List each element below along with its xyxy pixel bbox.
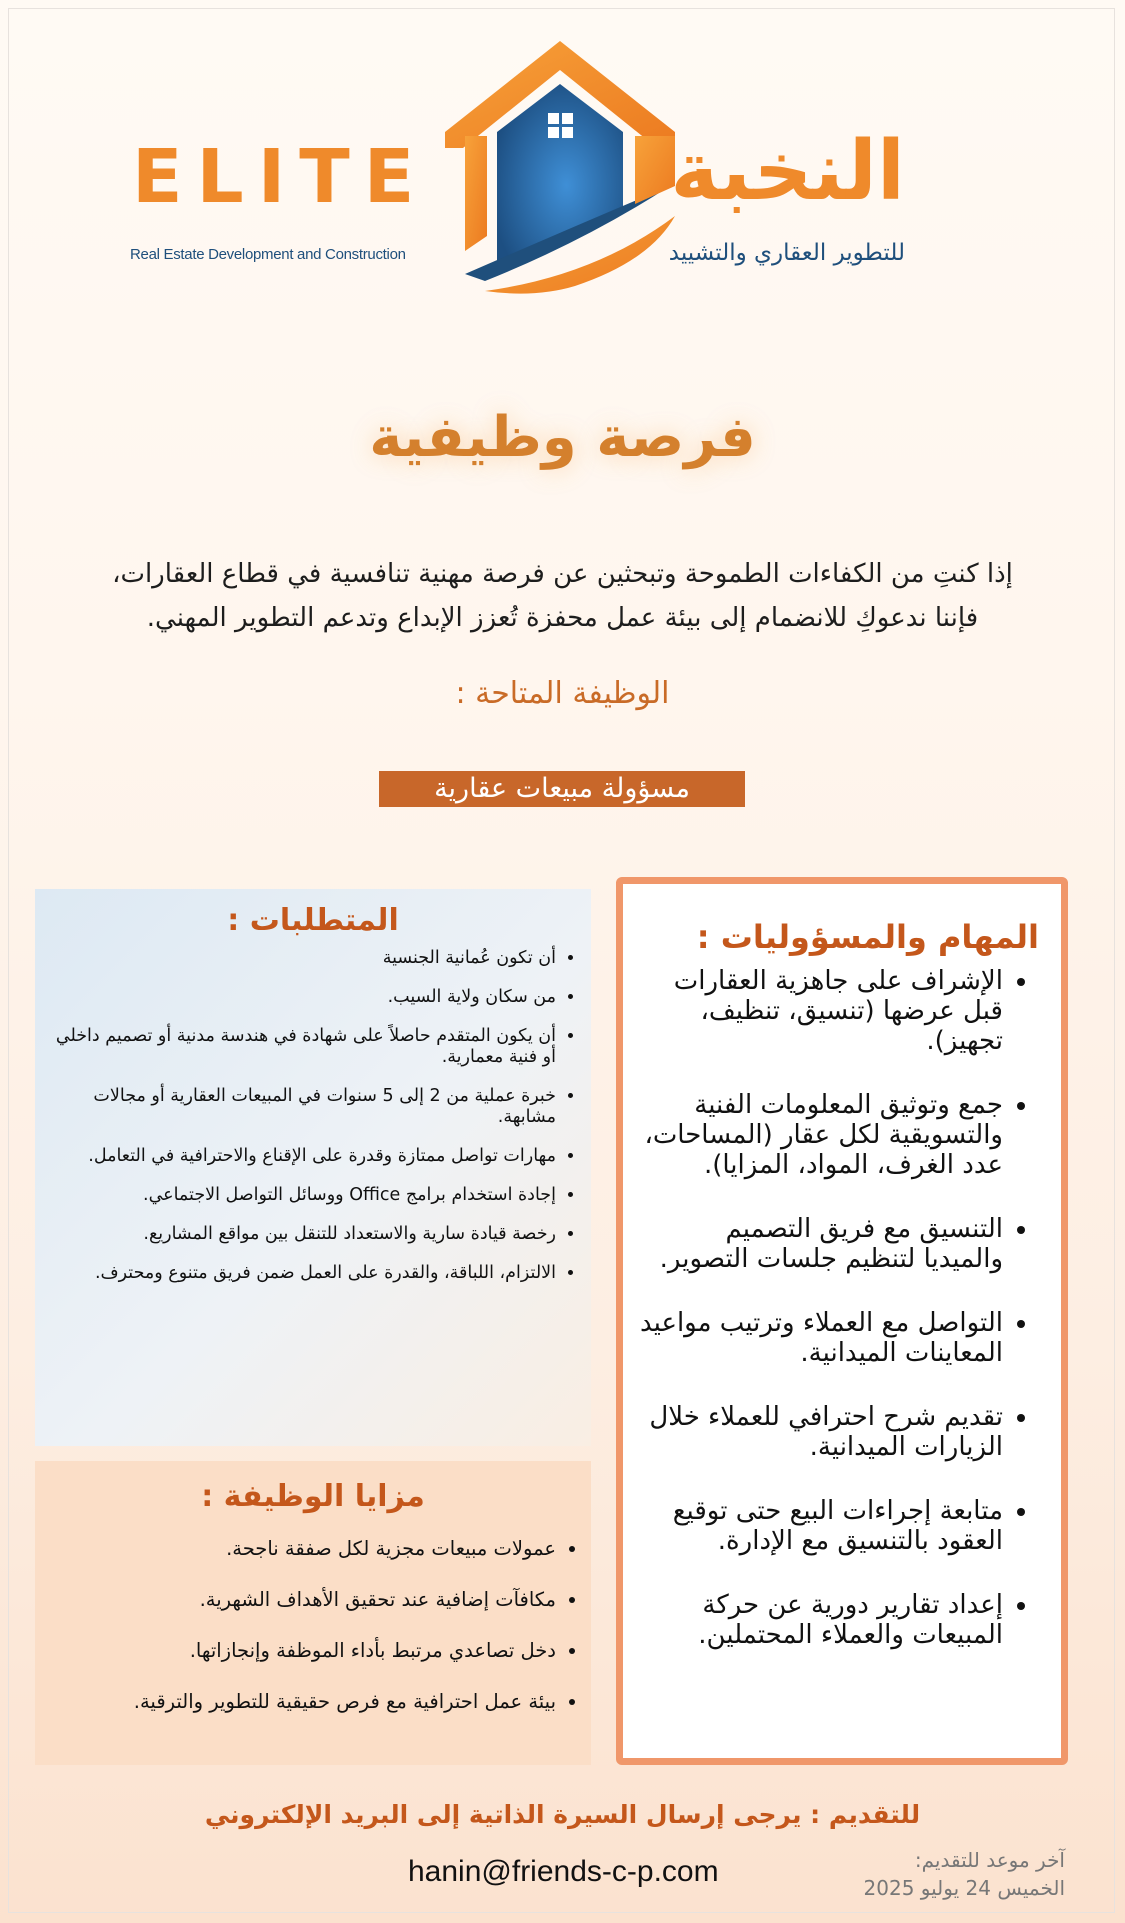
tasks-section xyxy=(616,877,1068,1765)
application-deadline xyxy=(864,1846,1065,1902)
company-logo xyxy=(120,36,1020,306)
requirements-title: المتطلبات : xyxy=(227,903,399,938)
deadline-label: آخر موعد للتقديم: xyxy=(914,1848,1065,1872)
benefits-title: مزايا الوظيفة : xyxy=(201,1479,425,1514)
benefits-list xyxy=(35,1536,591,1715)
requirement-item: • أن يكون المتقدم حاصلاً على شهادة في هندسة مدنية أو تصميم داخلي أو فنية معمارية. xyxy=(45,1026,556,1068)
available-position-label: الوظيفة المتاحة : xyxy=(455,676,670,711)
benefit-item: • مكافآت إضافية عند تحقيق الأهداف الشهرية. xyxy=(45,1587,556,1613)
task-item: • جمع وتوثيق المعلومات الفنية والتسويقية لكل عقار (المساحات، عدد الغرف، المواد، المزايا). xyxy=(639,1090,1003,1180)
task-item: • متابعة إجراءات البيع حتى توقيع العقود بالتنسيق مع الإدارة. xyxy=(639,1496,1003,1556)
logo-arabic-name: النخبة xyxy=(670,124,905,219)
benefits-section xyxy=(35,1461,591,1765)
requirements-list xyxy=(35,948,591,1284)
benefit-item: • بيئة عمل احترافية مع فرص حقيقية للتطوير والترقية. xyxy=(45,1689,556,1715)
requirement-item: • مهارات تواصل ممتازة وقدرة على الإقناع والاحترافية في التعامل. xyxy=(45,1146,556,1167)
intro-line-2: فإننا ندعوكِ للانضمام إلى بيئة عمل محفزة تُعزز الإبداع وتدعم التطوير المهني. xyxy=(146,603,979,633)
intro-text xyxy=(60,552,1065,640)
task-item: • إعداد تقارير دورية عن حركة المبيعات والعملاء المحتملين. xyxy=(639,1590,1003,1650)
benefit-item: • عمولات مبيعات مجزية لكل صفقة ناجحة. xyxy=(45,1536,556,1562)
deadline-date: الخميس 24 يوليو 2025 xyxy=(863,1876,1065,1900)
tasks-title: المهام والمسؤوليات : xyxy=(696,918,1039,956)
logo-english-tagline: Real Estate Development and Construction xyxy=(130,246,406,263)
task-item: • تقديم شرح احترافي للعملاء خلال الزيارات الميدانية. xyxy=(639,1402,1003,1462)
job-title-badge: مسؤولة مبيعات عقارية xyxy=(379,771,745,807)
intro-line-1: إذا كنتِ من الكفاءات الطموحة وتبحثين عن فرصة مهنية تنافسية في قطاع العقارات، xyxy=(112,559,1013,589)
requirement-item: • أن تكون عُمانية الجنسية xyxy=(45,948,556,969)
logo-english-name: ELITE xyxy=(132,134,429,220)
logo-arabic-tagline: للتطوير العقاري والتشييد xyxy=(668,240,905,266)
page-title: فرصة وظيفية xyxy=(369,405,756,470)
benefit-item: • دخل تصاعدي مرتبط بأداء الموظفة وإنجازاتها. xyxy=(45,1638,556,1664)
task-item: • الإشراف على جاهزية العقارات قبل عرضها (تنسيق، تنظيف، تجهيز). xyxy=(639,966,1003,1056)
requirement-item: • من سكان ولاية السيب. xyxy=(45,987,556,1008)
task-item: • التواصل مع العملاء وترتيب مواعيد المعاينات الميدانية. xyxy=(639,1308,1003,1368)
requirement-item: • خبرة عملية من 2 إلى 5 سنوات في المبيعات العقارية أو مجالات مشابهة. xyxy=(45,1086,556,1128)
requirement-item: • رخصة قيادة سارية والاستعداد للتنقل بين مواقع المشاريع. xyxy=(45,1224,556,1245)
house-logo-icon xyxy=(425,36,695,306)
tasks-list xyxy=(623,966,1061,1650)
requirement-item: • الالتزام، اللباقة، والقدرة على العمل ضمن فريق متنوع ومحترف. xyxy=(45,1263,556,1284)
apply-email-link[interactable]: hanin@friends-c-p.com xyxy=(408,1855,719,1888)
apply-instructions: للتقديم : يرجى إرسال السيرة الذاتية إلى البريد الإلكتروني xyxy=(204,1800,921,1829)
task-item: • التنسيق مع فريق التصميم والميديا لتنظيم جلسات التصوير. xyxy=(639,1214,1003,1274)
requirement-item: • إجادة استخدام برامج Office ووسائل التواصل الاجتماعي. xyxy=(45,1185,556,1206)
requirements-section xyxy=(35,889,591,1446)
